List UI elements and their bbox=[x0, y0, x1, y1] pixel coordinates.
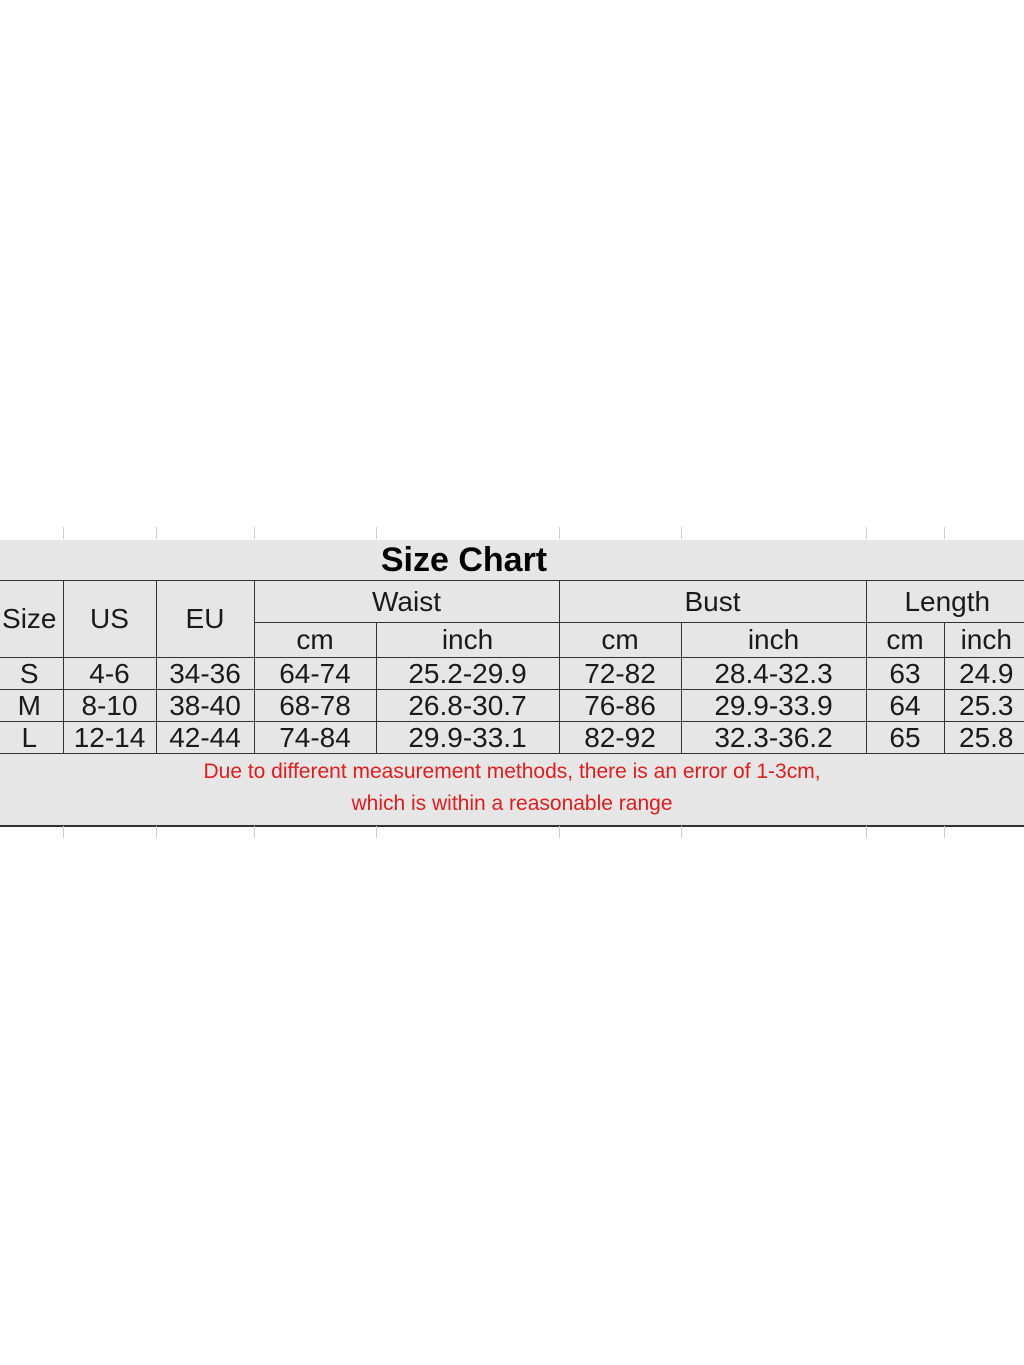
cell-length-cm: 65 bbox=[866, 722, 944, 754]
top-tick-marks bbox=[0, 527, 1024, 539]
cell-eu: 34-36 bbox=[156, 658, 254, 690]
cell-bust-inch: 32.3-36.2 bbox=[681, 722, 866, 754]
size-table bbox=[0, 580, 1024, 822]
cell-us: 12-14 bbox=[63, 722, 156, 754]
cell-waist-inch: 25.2-29.9 bbox=[376, 658, 559, 690]
table-row bbox=[0, 690, 1024, 722]
header-length-cm: cm bbox=[866, 623, 944, 658]
cell-waist-inch: 26.8-30.7 bbox=[376, 690, 559, 722]
cell-bust-inch: 28.4-32.3 bbox=[681, 658, 866, 690]
cell-bust-cm: 76-86 bbox=[559, 690, 681, 722]
cell-eu: 42-44 bbox=[156, 722, 254, 754]
table-row bbox=[0, 658, 1024, 690]
cell-length-inch: 24.9 bbox=[944, 658, 1024, 690]
chart-title: Size Chart bbox=[380, 540, 548, 579]
note-line-1: Due to different measurement methods, there is an error of 1-3cm, bbox=[203, 760, 821, 783]
header-waist: Waist bbox=[254, 581, 559, 623]
cell-length-cm: 63 bbox=[866, 658, 944, 690]
header-size: Size bbox=[0, 581, 63, 658]
bottom-tick-marks bbox=[0, 826, 1024, 838]
note-row bbox=[0, 754, 1024, 823]
header-us: US bbox=[63, 581, 156, 658]
header-waist-inch: inch bbox=[376, 623, 559, 658]
header-waist-cm: cm bbox=[254, 623, 376, 658]
cell-waist-cm: 68-78 bbox=[254, 690, 376, 722]
cell-size: M bbox=[0, 690, 63, 722]
cell-waist-cm: 64-74 bbox=[254, 658, 376, 690]
header-length-inch: inch bbox=[944, 623, 1024, 658]
cell-us: 8-10 bbox=[63, 690, 156, 722]
header-eu: EU bbox=[156, 581, 254, 658]
cell-size: S bbox=[0, 658, 63, 690]
cell-waist-cm: 74-84 bbox=[254, 722, 376, 754]
header-row-groups bbox=[0, 581, 1024, 623]
note-line-2: which is within a reasonable range bbox=[351, 792, 673, 815]
table-row bbox=[0, 722, 1024, 754]
cell-us: 4-6 bbox=[63, 658, 156, 690]
cell-bust-cm: 72-82 bbox=[559, 658, 681, 690]
measurement-note bbox=[0, 754, 1024, 823]
header-bust-inch: inch bbox=[681, 623, 866, 658]
cell-length-cm: 64 bbox=[866, 690, 944, 722]
cell-size: L bbox=[0, 722, 63, 754]
cell-bust-cm: 82-92 bbox=[559, 722, 681, 754]
cell-waist-inch: 29.9-33.1 bbox=[376, 722, 559, 754]
cell-length-inch: 25.8 bbox=[944, 722, 1024, 754]
cell-bust-inch: 29.9-33.9 bbox=[681, 690, 866, 722]
cell-length-inch: 25.3 bbox=[944, 690, 1024, 722]
cell-eu: 38-40 bbox=[156, 690, 254, 722]
header-bust-cm: cm bbox=[559, 623, 681, 658]
size-chart bbox=[0, 540, 1024, 827]
header-length: Length bbox=[866, 581, 1024, 623]
header-bust: Bust bbox=[559, 581, 866, 623]
